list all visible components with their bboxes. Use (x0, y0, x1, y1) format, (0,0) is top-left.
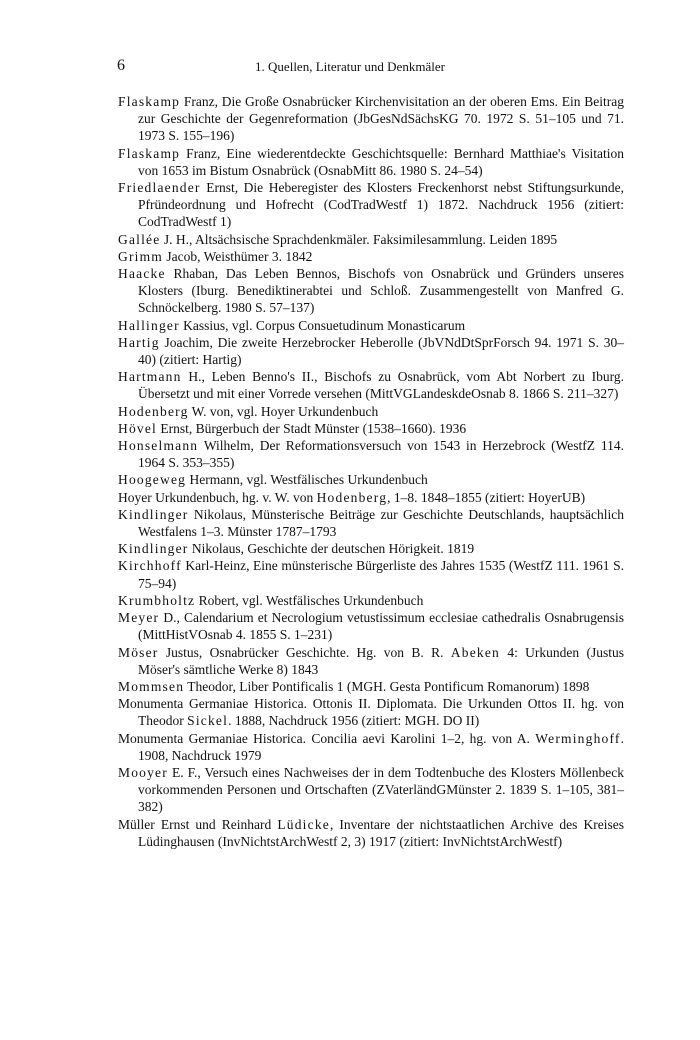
entry-text: Karl-Heinz, Eine münsterische Bürgerliste des Jahres 1535 (WestfZ 111. 1961 S. 75–94) (138, 558, 624, 591)
entry-spaced-name: Werminghoff (535, 730, 621, 746)
bibliography-entry (118, 368, 624, 402)
bibliography-entry (118, 471, 624, 488)
entry-author: Mooyer (118, 764, 168, 780)
entry-author: Friedlaender (118, 180, 201, 196)
entry-text: , Inventare der nichtstaatlichen Archive des Kreises Lüdinghausen (InvNichtstArchWestf 2, 3) 1917 (zitiert: InvNichtstArchWestf) (138, 816, 624, 849)
bibliography-entry (118, 420, 624, 437)
entry-author: Kindlinger (118, 541, 189, 557)
bibliography-entry (118, 317, 624, 334)
bibliography-entry (118, 695, 624, 729)
bibliography-entry (118, 730, 624, 764)
entry-author: Hoogeweg (118, 472, 187, 488)
bibliography-entry (118, 231, 624, 248)
bibliography-entry (118, 334, 624, 368)
entry-text: Hermann, vgl. Westfälisches Urkundenbuch (186, 472, 428, 488)
entry-spaced-name: Sickel (187, 713, 229, 729)
entry-text: . 1908, Nachdruck 1979 (138, 730, 624, 763)
entry-text: Robert, vgl. Westfälisches Urkundenbuch (195, 592, 424, 608)
entry-spaced-name: Abeken (450, 644, 500, 660)
entry-text: E. F., Versuch eines Nachweises der in dem Todtenbuche des Klosters Möllenbeck vorkommenden Personen und Ortschaften (ZVaterländGMünster 2. 1839 S. 1–105, 381–382) (138, 764, 624, 815)
bibliography-entry (118, 506, 624, 540)
entry-author: Flaskamp (118, 94, 181, 109)
entry-author: Hodenberg (118, 403, 189, 419)
entry-text: Ernst, Bürgerbuch der Stadt Münster (1538–1660). 1936 (157, 420, 467, 436)
bibliography-entry (118, 678, 624, 695)
entry-text: 4: Urkunden (Justus Möser's sämtliche Werke 8) 1843 (138, 644, 624, 677)
entry-text: D., Calendarium et Necrologium vetustissimum ecclesiae cathedralis Osnabrugensis (MittHistVOsnab 4. 1855 S. 1–231) (138, 610, 624, 643)
bibliography-entry (118, 93, 624, 145)
running-head: 1. Quellen, Literatur und Denkmäler (255, 59, 445, 74)
bibliography-entry (118, 644, 624, 678)
entry-author: Möser (118, 644, 159, 660)
entry-author: Gallée (118, 231, 161, 247)
entry-author: Haacke (118, 266, 166, 282)
bibliography-entry (118, 540, 624, 557)
entry-text: J. H., Altsächsische Sprachdenkmäler. Faksimilesammlung. Leiden 1895 (160, 231, 558, 247)
entry-text: W. von, vgl. Hoyer Urkundenbuch (188, 403, 379, 419)
bibliography-list (118, 93, 624, 850)
entry-author: Mommsen (118, 678, 185, 694)
entry-text: Nikolaus, Münsterische Beiträge zur Geschichte Deutschlands, hauptsächlich Westfalens 1–3. Münster 1787–1793 (138, 506, 624, 540)
entry-text: Jacob, Weisthümer 3. 1842 (163, 248, 313, 264)
entry-text: Monumenta Germaniae Historica. Concilia aevi Karolini 1–2, hg. von A. (118, 730, 536, 746)
entry-text: Kassius, vgl. Corpus Consuetudinum Monasticarum (179, 317, 466, 333)
entry-author: Hövel (118, 420, 157, 436)
entry-author: Flaskamp (118, 145, 181, 161)
entry-author: Meyer (118, 610, 160, 626)
entry-author: Kirchhoff (118, 558, 182, 574)
entry-text: Wilhelm, Der Reformationsversuch von 1543 in Herzebrock (WestfZ 114. 1964 S. 353–355) (138, 438, 624, 471)
bibliography-entry (118, 145, 624, 179)
bibliography-entry (118, 816, 624, 850)
bibliography-entry (118, 489, 624, 506)
bibliography-entry (118, 403, 624, 420)
entry-text: H., Leben Benno's II., Bischofs zu Osnabrück, vom Abt Norbert zu Iburg. Übersetzt und mit einer Vorrede versehen (MittVGLandeskdeOsnab 8. 1866 S. 211–327) (138, 369, 624, 402)
entry-author: Honselmann (118, 438, 199, 454)
bibliography-entry (118, 265, 624, 317)
entry-text: Franz, Die Große Osnabrücker Kirchenvisitation an der oberen Ems. Ein Beitrag zur Geschichte der Gegenreformation (JbGesNdSächsKG 70. 1972 S. 51–105 und 71. 1973 S. 155–196) (138, 94, 624, 144)
bibliography-entry (118, 179, 624, 231)
bibliography-entry (118, 592, 624, 609)
entry-author: Hartig (118, 334, 160, 350)
page-number: 6 (117, 57, 125, 74)
entry-text: Franz, Eine wiederentdeckte Geschichtsquelle: Bernhard Matthiae's Visitation von 1653 im Bistum Osnabrück (OsnabMitt 86. 1980 S. 24–54) (138, 145, 624, 178)
entry-text: Rhaban, Das Leben Bennos, Bischofs von Osnabrück und Gründers unseres Klosters (Iburg. Benediktinerabtei und Schloß. Zusammengestellt von Manfred G. Schnöckelberg. 1980 S. 57–137) (138, 266, 624, 316)
entry-text: . 1888, Nachdruck 1956 (zitiert: MGH. DO II) (228, 713, 480, 729)
entry-text: Müller Ernst und Reinhard (118, 816, 278, 832)
entry-text: Justus, Osnabrücker Geschichte. Hg. von B. R. (158, 644, 451, 660)
entry-author: Krumbholtz (118, 592, 196, 608)
bibliography-entry (118, 437, 624, 471)
entry-spaced-name: Hodenberg (316, 489, 388, 505)
entry-spaced-name: Lüdicke (277, 816, 330, 832)
entry-text: Ernst, Die Heberegister des Klosters Freckenhorst nebst Stiftungsurkunde, Pfründeordnung und Hofrecht (CodTradWestf 1) 1872. Nachdruck 1956 (zitiert: CodTradWestf 1) (138, 180, 624, 230)
entry-author: Grimm (118, 248, 163, 264)
entry-text: Monumenta Germaniae Historica. Ottonis II. Diplomata. Die Urkunden Ottos II. hg. von Theodor (118, 696, 624, 729)
entry-text: Theodor, Liber Pontificalis 1 (MGH. Gesta Pontificum Romanorum) 1898 (184, 678, 590, 694)
entry-author: Hallinger (118, 317, 180, 333)
entry-author: Hartmann (118, 369, 182, 385)
entry-text: Hoyer Urkundenbuch, hg. v. W. von (118, 489, 317, 505)
bibliography-entry (118, 557, 624, 591)
entry-text: Joachim, Die zweite Herzebrocker Heberolle (JbVNdDtSprForsch 94. 1971 S. 30–40) (zitiert: Hartig) (138, 334, 624, 368)
bibliography-entry (118, 609, 624, 643)
entry-text: Nikolaus, Geschichte der deutschen Hörigkeit. 1819 (188, 541, 475, 557)
entry-text: , 1–8. 1848–1855 (zitiert: HoyerUB) (387, 489, 586, 505)
bibliography-entry (118, 764, 624, 816)
bibliography-entry (118, 248, 624, 265)
entry-author: Kindlinger (118, 506, 189, 522)
